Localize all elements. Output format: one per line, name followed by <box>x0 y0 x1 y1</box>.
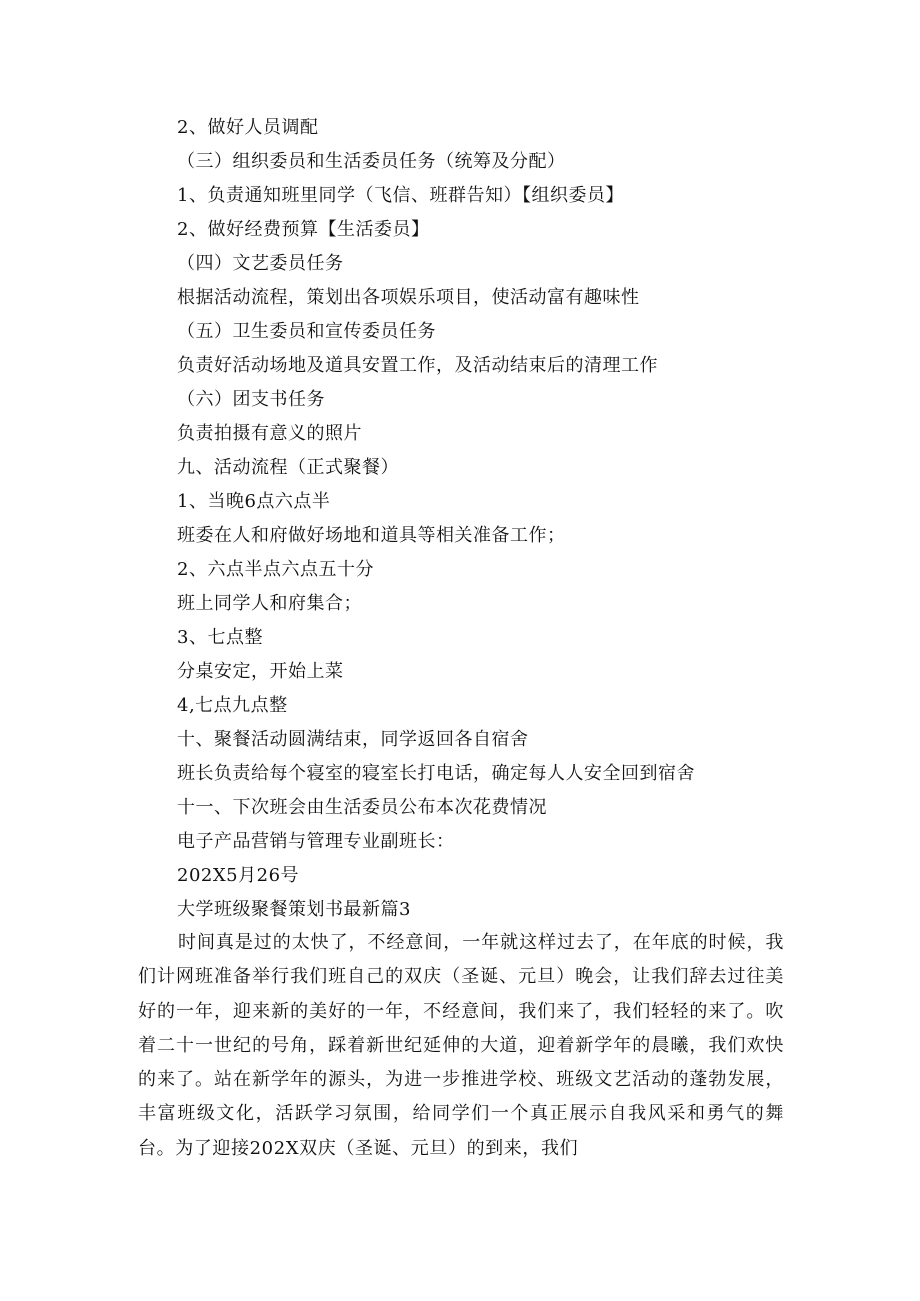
text-line: 2、做好人员调配 <box>177 117 319 138</box>
date-line: 202X5月26号 <box>177 865 300 886</box>
section-heading: （三）组织委员和生活委员任务（统筹及分配） <box>177 151 566 172</box>
text-line: 3、七点整 <box>177 627 263 648</box>
text-line: 根据活动流程，策划出各项娱乐项目，使活动富有趣味性 <box>177 287 640 308</box>
body-paragraph: 时间真是过的太快了，不经意间，一年就这样过去了，在年底的时候，我们计网班准备举行我们班自己的双庆（圣诞、元旦）晚会，让我们辞去过往美好的一年，迎来新的美好的一年，不经意间，我们来了，我们轻轻的来了。吹着二十一世纪的号角，踩着新世纪延伸的大道，迎着新学年的晨曦，我们欢快的来了。站在新学年的源头，为进一步推进学校、班级文艺活动的蓬勃发展，丰富班级文化，活跃学习氛围，给同学们一个真正展示自我风采和勇气的舞台。为了迎接202X双庆（圣诞、元旦）的到来，我们 <box>138 932 784 1159</box>
section-heading: （四）文艺委员任务 <box>177 253 344 274</box>
article-title: 大学班级聚餐策划书最新篇3 <box>177 899 411 920</box>
text-line: 1、负责通知班里同学（飞信、班群告知）【组织委员】 <box>177 185 624 206</box>
section-heading: 十、聚餐活动圆满结束，同学返回各自宿舍 <box>177 729 529 750</box>
signature-line: 电子产品营销与管理专业副班长： <box>177 831 455 852</box>
section-heading: （六）团支书任务 <box>177 389 325 410</box>
section-heading: （五）卫生委员和宣传委员任务 <box>177 321 436 342</box>
section-heading: 十一、下次班会由生活委员公布本次花费情况 <box>177 797 547 818</box>
text-line: 1、当晚6点六点半 <box>177 491 331 512</box>
text-line: 负责好活动场地及道具安置工作，及活动结束后的清理工作 <box>177 355 658 376</box>
text-line: 负责拍摄有意义的照片 <box>177 423 362 444</box>
text-line: 班长负责给每个寝室的寝室长打电话，确定每人人安全回到宿舍 <box>177 763 695 784</box>
text-line: 班上同学人和府集合； <box>177 593 362 614</box>
text-line: 2、做好经费预算【生活委员】 <box>177 219 430 240</box>
section-heading: 九、活动流程（正式聚餐） <box>177 457 399 478</box>
text-line: 分桌安定，开始上菜 <box>177 661 344 682</box>
text-line: 4,七点九点整 <box>177 695 288 716</box>
text-line: 班委在人和府做好场地和道具等相关准备工作； <box>177 525 566 546</box>
text-line: 2、六点半点六点五十分 <box>177 559 374 580</box>
